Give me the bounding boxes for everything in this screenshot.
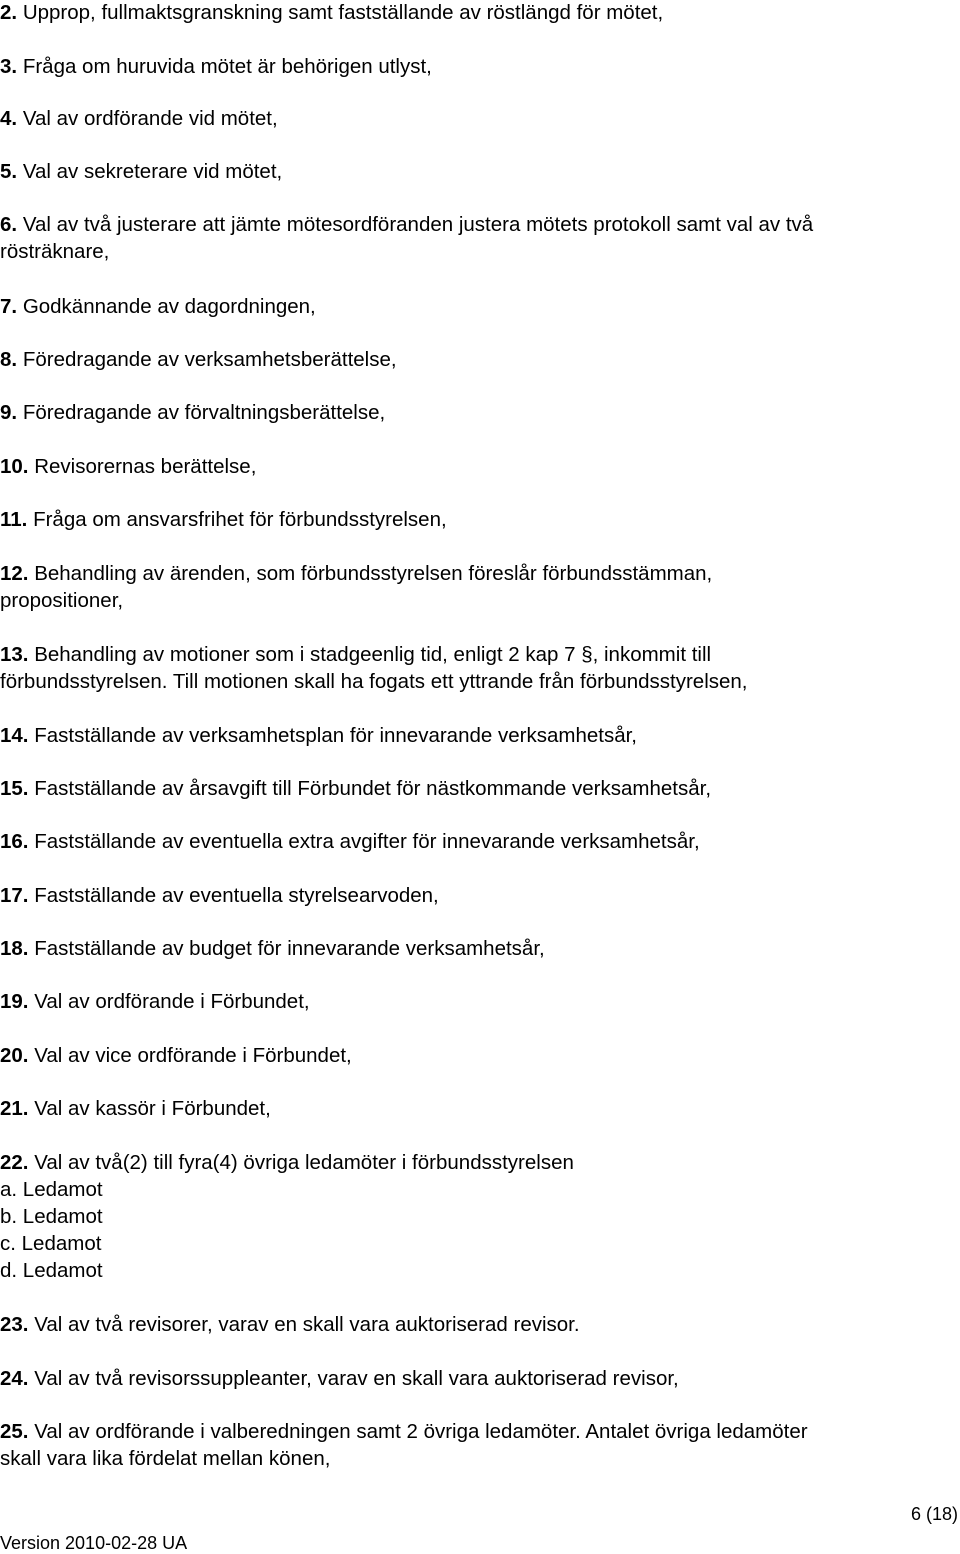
agenda-item-text: Val av sekreterare vid mötet, bbox=[22, 160, 283, 183]
agenda-item-text: c. Ledamot bbox=[0, 1232, 102, 1255]
agenda-item-line bbox=[0, 1203, 950, 1230]
agenda-item-text: Föredragande av förvaltningsberättelse, bbox=[22, 401, 386, 424]
agenda-item-number: 3. bbox=[0, 55, 18, 78]
agenda-item-text: rösträknare, bbox=[0, 240, 110, 263]
agenda-item-number: 15. bbox=[0, 777, 29, 800]
agenda-item-line bbox=[0, 1230, 950, 1257]
agenda-item-number: 6. bbox=[0, 213, 18, 236]
agenda-item-line bbox=[0, 988, 950, 1015]
agenda-item-number: 11. bbox=[0, 508, 28, 531]
agenda-item-text: d. Ledamot bbox=[0, 1259, 103, 1282]
agenda-item-text: a. Ledamot bbox=[0, 1178, 103, 1201]
agenda-item-line bbox=[0, 1257, 950, 1284]
agenda-item-line bbox=[0, 935, 950, 962]
agenda-item-text: Fastställande av årsavgift till Förbundet för nästkommande verksamhetsår, bbox=[34, 777, 712, 800]
agenda-item-line bbox=[0, 722, 950, 749]
agenda-item-number: 2. bbox=[0, 1, 18, 24]
agenda-item-line bbox=[0, 1149, 950, 1176]
agenda-item-text: Val av två revisorssuppleanter, varav en skall vara auktoriserad revisor, bbox=[34, 1367, 679, 1390]
page-number: 6 (18) bbox=[910, 1504, 958, 1524]
agenda-item bbox=[0, 506, 950, 533]
agenda-item-text: Val av två revisorer, varav en skall vara auktoriserad revisor. bbox=[34, 1313, 580, 1336]
agenda-item-number: 10. bbox=[0, 455, 29, 478]
agenda-item-line bbox=[0, 238, 950, 265]
agenda-item bbox=[0, 935, 950, 962]
agenda-item bbox=[0, 560, 950, 614]
agenda-item-line bbox=[0, 587, 950, 614]
agenda-item-number: 25. bbox=[0, 1420, 29, 1443]
agenda-item-line bbox=[0, 641, 950, 668]
agenda-item-line bbox=[0, 506, 950, 533]
agenda-item-number: 16. bbox=[0, 830, 29, 853]
agenda-item-text: Val av ordförande i valberedningen samt 2 övriga ledamöter. Antalet övriga ledamöter bbox=[34, 1420, 808, 1443]
agenda-item-text: Val av ordförande i Förbundet, bbox=[34, 990, 310, 1013]
agenda-item-number: 18. bbox=[0, 937, 29, 960]
agenda-item-number: 13. bbox=[0, 643, 29, 666]
version-footer: Version 2010-02-28 UA bbox=[0, 1533, 188, 1553]
agenda-item-text: Val av två justerare att jämte mötesordföranden justera mötets protokoll samt val av två bbox=[22, 213, 814, 236]
agenda-item-line bbox=[0, 1095, 950, 1122]
agenda-item-number: 5. bbox=[0, 160, 18, 183]
agenda-item-line bbox=[0, 1445, 950, 1472]
agenda-item-number: 9. bbox=[0, 401, 18, 424]
agenda-item bbox=[0, 346, 950, 373]
agenda-item bbox=[0, 158, 950, 185]
agenda-item-text: Godkännande av dagordningen, bbox=[22, 295, 316, 318]
agenda-item-line bbox=[0, 1365, 950, 1392]
agenda-item bbox=[0, 105, 950, 132]
agenda-item-text: Fastställande av verksamhetsplan för innevarande verksamhetsår, bbox=[34, 724, 637, 747]
agenda-item bbox=[0, 1149, 950, 1284]
agenda-item-number: 20. bbox=[0, 1044, 29, 1067]
agenda-item-line bbox=[0, 0, 950, 26]
agenda-item-line bbox=[0, 105, 950, 132]
agenda-item bbox=[0, 1095, 950, 1122]
agenda-item bbox=[0, 1365, 950, 1392]
agenda-item-number: 17. bbox=[0, 884, 29, 907]
agenda-item-text: förbundsstyrelsen. Till motionen skall ha fogats ett yttrande från förbundsstyrelsen, bbox=[0, 670, 748, 693]
agenda-item bbox=[0, 211, 950, 265]
agenda-item-text: Behandling av ärenden, som förbundsstyrelsen föreslår förbundsstämman, bbox=[34, 562, 713, 585]
agenda-item-text: Val av kassör i Förbundet, bbox=[34, 1097, 271, 1120]
agenda-item-number: 14. bbox=[0, 724, 29, 747]
agenda-item bbox=[0, 775, 950, 802]
agenda-item-line bbox=[0, 453, 950, 480]
agenda-item bbox=[0, 1311, 950, 1338]
agenda-item bbox=[0, 828, 950, 855]
agenda-item bbox=[0, 1418, 950, 1472]
agenda-item-number: 7. bbox=[0, 295, 18, 318]
agenda-item-number: 22. bbox=[0, 1151, 29, 1174]
agenda-item-text: Fastställande av budget för innevarande verksamhetsår, bbox=[34, 937, 545, 960]
agenda-item bbox=[0, 1042, 950, 1069]
agenda-item bbox=[0, 0, 950, 26]
agenda-item bbox=[0, 293, 950, 320]
agenda-item-text: Behandling av motioner som i stadgeenlig tid, enligt 2 kap 7 §, inkommit till bbox=[34, 643, 712, 666]
agenda-item-text: Upprop, fullmaktsgranskning samt fastställande av röstlängd för mötet, bbox=[22, 1, 664, 24]
agenda-item-line bbox=[0, 775, 950, 802]
agenda-item-line bbox=[0, 882, 950, 909]
agenda-item-text: Val av vice ordförande i Förbundet, bbox=[34, 1044, 352, 1067]
agenda-item-line bbox=[0, 560, 950, 587]
agenda-item-number: 4. bbox=[0, 107, 18, 130]
agenda-item-number: 21. bbox=[0, 1097, 29, 1120]
agenda-item-number: 8. bbox=[0, 348, 18, 371]
agenda-item-line bbox=[0, 828, 950, 855]
agenda-item-line bbox=[0, 1042, 950, 1069]
agenda-item-line bbox=[0, 211, 950, 238]
agenda-item-text: Val av ordförande vid mötet, bbox=[22, 107, 278, 130]
agenda-item-text: Revisorernas berättelse, bbox=[34, 455, 257, 478]
agenda-item-line bbox=[0, 293, 950, 320]
agenda-item bbox=[0, 641, 950, 695]
agenda-item bbox=[0, 988, 950, 1015]
agenda-item bbox=[0, 399, 950, 426]
agenda-item-line bbox=[0, 399, 950, 426]
agenda-item-number: 23. bbox=[0, 1313, 29, 1336]
agenda-item-text: Fråga om huruvida mötet är behörigen utlyst, bbox=[22, 55, 432, 78]
agenda-item-text: Val av två(2) till fyra(4) övriga ledamöter i förbundsstyrelsen bbox=[34, 1151, 574, 1174]
agenda-item-number: 24. bbox=[0, 1367, 29, 1390]
agenda-item-text: propositioner, bbox=[0, 589, 124, 612]
agenda-item-line bbox=[0, 1311, 950, 1338]
agenda-item-line bbox=[0, 1418, 950, 1445]
agenda-item-number: 19. bbox=[0, 990, 29, 1013]
agenda-item-text: b. Ledamot bbox=[0, 1205, 103, 1228]
agenda-item-line bbox=[0, 158, 950, 185]
agenda-item-line bbox=[0, 346, 950, 373]
agenda-item bbox=[0, 722, 950, 749]
agenda-item-text: Fastställande av eventuella extra avgifter för innevarande verksamhetsår, bbox=[34, 830, 700, 853]
agenda-item-line bbox=[0, 668, 950, 695]
agenda-item-line bbox=[0, 53, 950, 80]
agenda-item-text: Föredragande av verksamhetsberättelse, bbox=[22, 348, 397, 371]
agenda-item-number: 12. bbox=[0, 562, 29, 585]
agenda-item bbox=[0, 882, 950, 909]
agenda-item bbox=[0, 453, 950, 480]
agenda-item bbox=[0, 53, 950, 80]
agenda-item-line bbox=[0, 1176, 950, 1203]
agenda-item-text: Fastställande av eventuella styrelsearvoden, bbox=[34, 884, 439, 907]
agenda-item-text: skall vara lika fördelat mellan könen, bbox=[0, 1447, 331, 1470]
agenda-item-text: Fråga om ansvarsfrihet för förbundsstyrelsen, bbox=[33, 508, 447, 531]
